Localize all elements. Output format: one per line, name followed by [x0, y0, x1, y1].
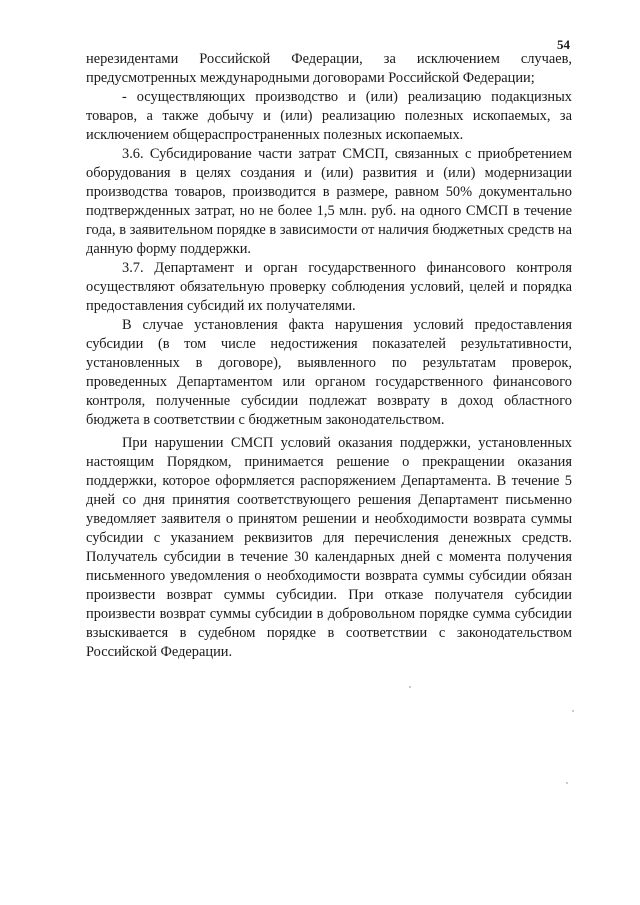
scan-speck [409, 686, 411, 688]
scan-speck [566, 782, 568, 784]
page-number: 54 [557, 37, 570, 52]
scan-speck [572, 710, 574, 712]
paragraph-violation-return: В случае установления факта нарушения условий предоставления субсидии (в том числе недостижения показателей результативности, установленных в договоре), выявленного по результатам проверок, проведенных Департаментом или органом государственного финансового контроля, полученные субсидии подлежат возврату в доход областного бюджета в соответствии с бюджетным законодательством. [86, 317, 572, 428]
paragraph-3-7: 3.7. Департамент и орган государственного финансового контроля осуществляют обязательную проверку соблюдения условий, целей и порядка предоставления субсидий их получателями. [86, 260, 572, 314]
document-body [86, 50, 572, 662]
paragraph-3-6: 3.6. Субсидирование части затрат СМСП, связанных с приобретением оборудования в целях создания и (или) развития и (или) модернизации производства товаров, производится в размере, равном 50% документально подтвержденных затрат, но не более 1,5 млн. руб. на одного СМСП в течение года, в заявительном порядке в зависимости от наличия бюджетных средств на данную форму поддержки. [86, 146, 572, 257]
paragraph-support-termination: При нарушении СМСП условий оказания поддержки, установленных настоящим Порядком, принимается решение о прекращении оказания поддержки, которое оформляется распоряжением Департамента. В течение 5 дней со дня принятия соответствующего решения Департамент письменно уведомляет заявителя о принятом решении и необходимости возврата суммы субсидии с указанием реквизитов для перечисления денежных средств. Получатель субсидии в течение 30 календарных дней с момента получения письменного уведомления о необходимости возврата суммы субсидии обязан произвести возврат суммы субсидии. При отказе получателя субсидии произвести возврат суммы субсидии в добровольном порядке сумма субсидии взыскивается в судебном порядке в соответствии с законодательством Российской Федерации. [86, 435, 572, 660]
paragraph-continuation: нерезидентами Российской Федерации, за исключением случаев, предусмотренных международными договорами Российской Федерации; [86, 51, 572, 86]
paragraph-excise-exclusion: - осуществляющих производство и (или) реализацию подакцизных товаров, а также добычу и (или) реализацию полезных ископаемых, за исключением общераспространенных полезных ископаемых. [86, 89, 572, 143]
